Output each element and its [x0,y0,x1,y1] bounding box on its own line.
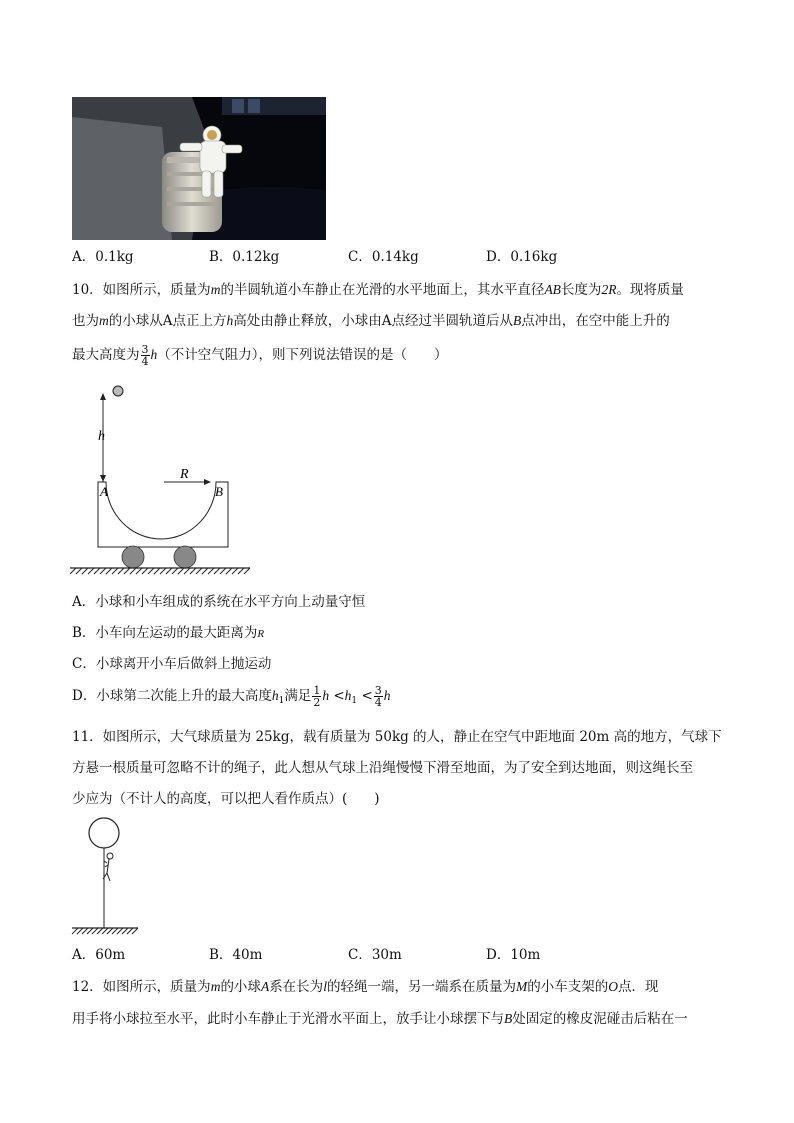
fraction-denominator: 2 [313,696,321,709]
q11-line-3: 少应为（不计人的高度，可以把人看作质点）( ) [72,791,380,807]
q11-line-1: 11．如图所示，大气球质量为 25kg，载有质量为 50kg 的人，静止在空气中距地面 20m 高的地方，气球下 [72,729,722,745]
q10-text: （不计空气阻力），则下列说法错误的是（ ） [157,347,448,363]
ground-hatch [154,568,160,574]
wheel-icon [174,546,196,568]
q10-text: 的半圆轨道小车静止在光滑的水平地面上，其水平直径 [220,282,545,298]
arrow-right-icon [204,479,211,485]
q11-option-b: B．40m [209,947,263,963]
fraction-numerator: 3 [374,684,382,697]
fraction-denominator: 4 [141,355,149,368]
ground-hatch [102,928,108,934]
ground-hatch [172,568,178,574]
q10-less-than: < [333,688,345,704]
ground-hatch [214,568,220,574]
q12-text: 处固定的橡皮泥碰击后粘在一 [512,1011,688,1027]
q12-text: 的小车支架的 [527,979,609,995]
ground-hatch [70,568,76,574]
q10-fraction-half [312,685,321,708]
fraction-numerator: 1 [313,684,321,697]
q10-text: 的小球从A点正上方 [108,313,227,329]
q10-text: 最大高度为 [72,347,140,363]
q9-option-a: A．0.1kg [72,249,134,265]
label-r: R [180,467,189,482]
ground-hatch [132,928,138,934]
q11-option-c: C．30m [348,947,402,963]
ground-hatch [82,568,88,574]
ground-hatch [130,568,136,574]
q10-var-ab: AB [544,282,561,297]
q10-option-a: A．小球和小车组成的系统在水平方向上动量守恒 [72,594,366,610]
wheel-icon [122,546,144,568]
label-a: A [100,484,108,499]
q11-line-2: 方悬一根质量可忽略不计的绳子，此人想从气球上沿绳慢慢下滑至地面，为了安全到达地面，则这绳长至 [72,760,693,776]
q11-figure [70,815,142,937]
ground-hatch [220,568,226,574]
ground-hatch [124,568,130,574]
q10-text: 。现将质量 [616,282,684,298]
ground-hatch [178,568,184,574]
ground-hatch [190,568,196,574]
q10-var-h: h [150,347,158,362]
label-b: B [215,484,223,499]
ground-hatch [107,928,113,934]
ground-hatch [82,928,88,934]
ground-hatch [136,568,142,574]
q12-text: 点．现 [617,979,659,995]
ground-hatch [148,568,154,574]
q12-var-a: A [260,979,270,994]
q11-option-a: A．60m [72,947,126,963]
q10-option-d [72,685,391,712]
ground-hatch [244,568,250,574]
q12-text: 的轻绳一端，另一端系在质量为 [326,979,516,995]
q10-subscript: 1 [351,696,358,706]
q10-var-h: h [383,688,391,703]
q9-option-d: D．0.16kg [486,249,558,265]
q10-text: 也为 [72,313,99,329]
q12-text: 的小球 [220,979,261,995]
q12-var-mm: M [515,979,528,994]
arrow-down-icon [100,475,106,482]
ground-hatch [208,568,214,574]
ground-hatch [92,928,98,934]
ball-icon [113,386,123,396]
q12-text: 用手将小球拉至水平，此时小车静止于光滑水平面上，放手让小球摆下与 [72,1011,504,1027]
q10-var-r: R [257,628,265,640]
ground-hatch [72,928,78,934]
ground-hatch [127,928,133,934]
q10-option-d-text: D．小球第二次能上升的最大高度 [72,688,272,704]
q12-var-l: l [323,979,327,994]
q12-line-2 [72,1008,688,1030]
q10-var-h1: h [271,688,279,703]
q10-less-than: < [361,688,373,704]
q12-text: 系在长为 [269,979,324,995]
q10-line-3 [72,344,448,367]
ground-hatch [106,568,112,574]
q10-var-m: m [99,313,109,328]
q9-option-c: C．0.14kg [348,249,419,265]
q10-var-h1: h [344,688,352,703]
ground-hatch [112,928,118,934]
q12-line-1 [72,976,658,998]
q10-var-2r: 2R [601,282,617,297]
label-h: h [98,429,105,444]
balloon-icon [89,818,119,848]
q10-option-c: C．小球离开小车后做斜上抛运动 [72,656,272,672]
ground-hatch [160,568,166,574]
ground-hatch [118,568,124,574]
q10-text: 点冲出，在空中能上升的 [521,313,670,329]
ground-hatch [100,568,106,574]
q10-var-h: h [226,313,234,328]
ground-hatch [166,568,172,574]
ground-hatch [88,568,94,574]
ground-hatch [238,568,244,574]
ground-hatch [94,568,100,574]
q10-line-2 [72,310,670,332]
arrow-up-icon [100,393,106,400]
ground-hatch [232,568,238,574]
ground-hatch [226,568,232,574]
fraction-numerator: 3 [141,343,149,356]
q12-text: 12．如图所示，质量为 [72,979,211,995]
ground-hatch [117,928,123,934]
q10-line-1 [72,279,684,301]
ground-hatch [112,568,118,574]
q10-subscript: 1 [278,696,285,706]
q10-text: 高处由静止释放，小球由A点经过半圆轨道后从 [233,313,513,329]
astronaut-photo [72,97,326,240]
ground-hatch [77,928,83,934]
q10-var-b: B [513,313,522,328]
q12-var-b: B [504,1011,513,1026]
ground-hatch [87,928,93,934]
ground-hatch [202,568,208,574]
ground-hatch [122,928,128,934]
q10-fraction [141,344,150,367]
q10-option-b-text: B．小车向左运动的最大距离为 [72,625,258,641]
ground-hatch [97,928,103,934]
q10-var-h: h [322,688,330,703]
q10-text: 长度为 [560,282,602,298]
ground-hatch [142,568,148,574]
q10-option-b [72,622,264,645]
q12-var-o: O [608,979,618,994]
fraction-denominator: 4 [374,696,382,709]
ground-hatch [76,568,82,574]
q12-var-m: m [210,979,221,994]
q10-figure [70,380,255,578]
q10-text: 10．如图所示，质量为 [72,282,211,298]
q10-option-d-text: 满足 [284,688,312,704]
q11-option-d: D．10m [486,947,541,963]
q10-fraction-three-quarters [374,685,383,708]
ground-hatch [184,568,190,574]
q9-option-b: B．0.12kg [209,249,280,265]
q10-var-m: m [210,282,221,297]
ground-hatch [196,568,202,574]
